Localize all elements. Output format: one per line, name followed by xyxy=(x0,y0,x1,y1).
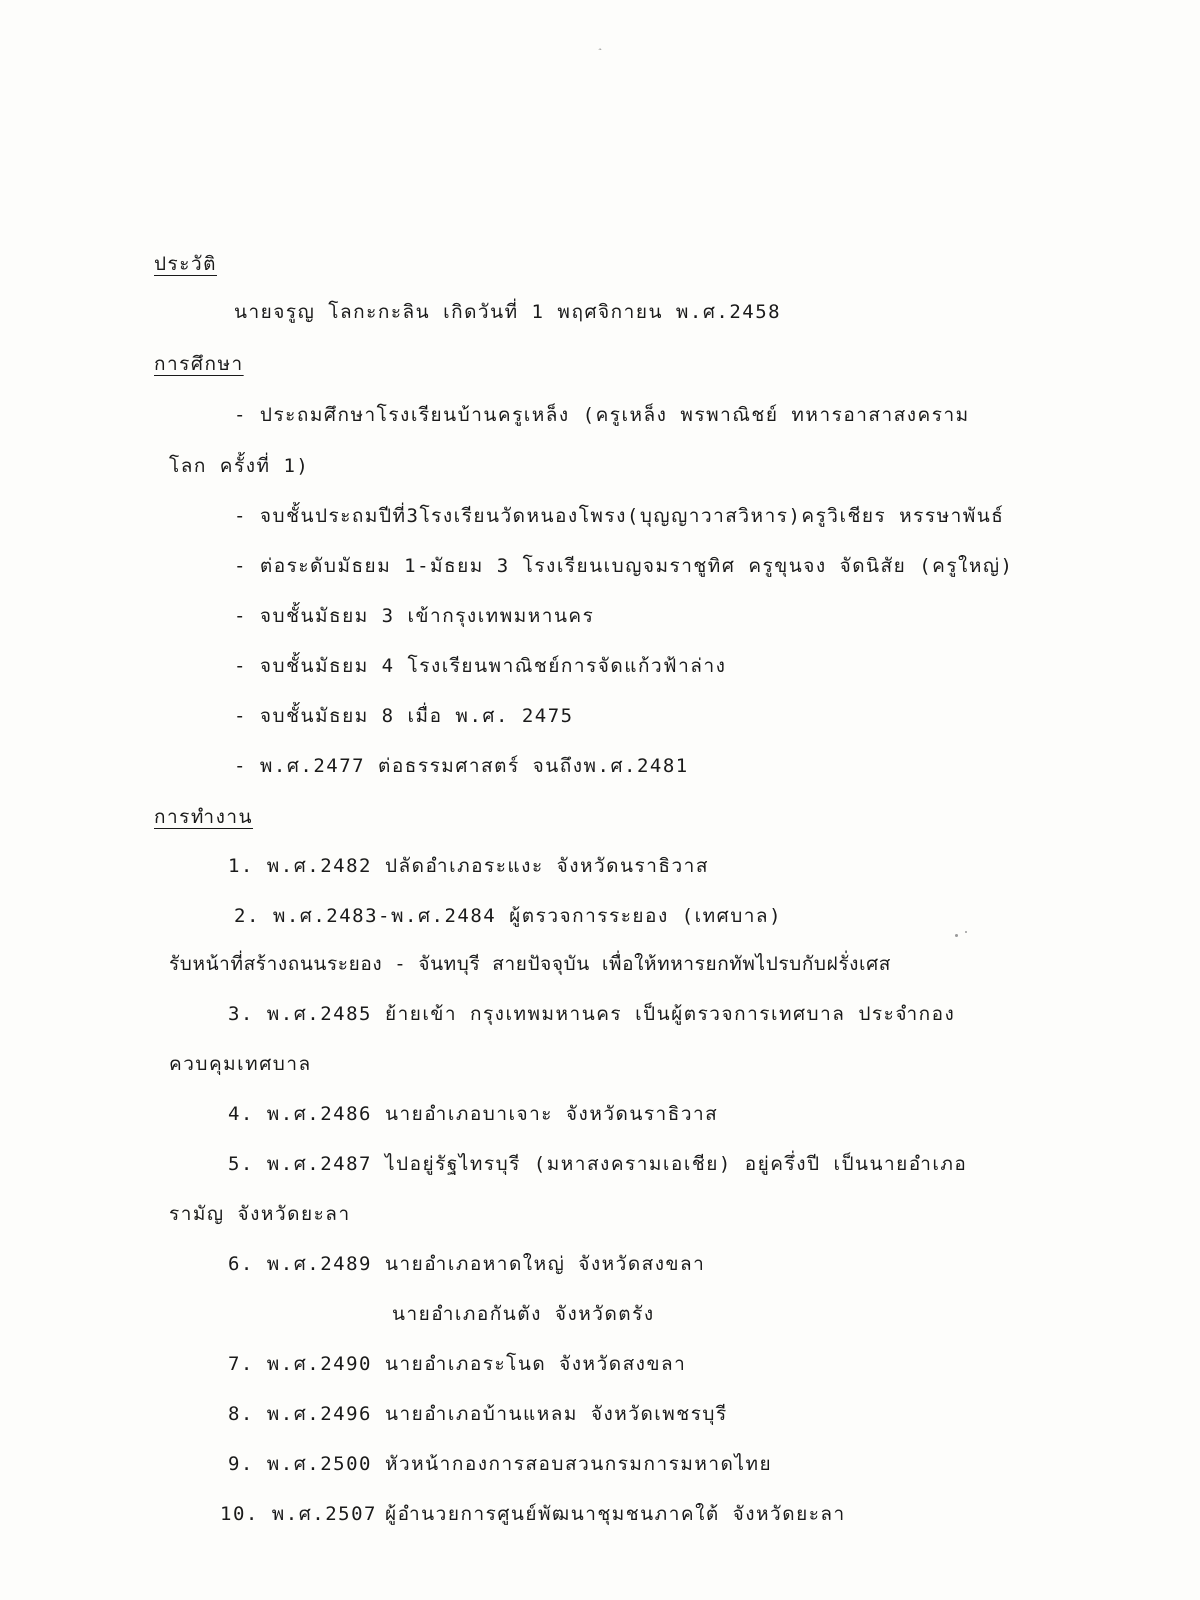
work-item-text: ไปอยู่รัฐไทรบุรี (มหาสงครามเอเชีย) อยู่ครึ่งปี เป็นนายอำเภอ xyxy=(384,1153,968,1175)
work-item xyxy=(220,1355,686,1374)
work-item xyxy=(220,857,709,876)
education-item: โลก ครั้งที่ 1) xyxy=(169,455,310,477)
work-item xyxy=(220,1155,967,1174)
work-item-text: นายอำเภอบ้านแหลม จังหวัดเพชรบุรี xyxy=(384,1403,728,1425)
work-item-number: 6. พ.ศ.2489 xyxy=(227,1253,372,1275)
education-item: - ต่อระดับมัธยม 1-มัธยม 3 โรงเรียนเบญจมราชูทิศ ครูขุนจง จัดนิสัย (ครูใหญ่) xyxy=(234,555,1014,577)
work-item-text: หัวหน้ากองการสอบสวนกรมการมหาดไทย xyxy=(384,1453,773,1475)
work-item-text: ปลัดอำเภอระแงะ จังหวัดนราธิวาส xyxy=(384,855,709,877)
history-text: นายจรูญ โลกะกะลิน เกิดวันที่ 1 พฤศจิกายน พ.ศ.2458 xyxy=(234,301,782,323)
work-item xyxy=(220,1255,705,1274)
history-heading: ประวัติ xyxy=(154,253,217,275)
work-item-text: นายอำเภอบาเจาะ จังหวัดนราธิวาส xyxy=(384,1103,719,1125)
education-item: - จบชั้นมัธยม 4 โรงเรียนพาณิชย์การจัดแก้วฟ้าล่าง xyxy=(234,655,727,677)
work-item xyxy=(220,1455,772,1474)
work-item xyxy=(220,1105,718,1124)
work-item-number: 3. พ.ศ.2485 xyxy=(227,1003,372,1025)
work-item-number: 7. พ.ศ.2490 xyxy=(227,1353,372,1375)
education-heading: การศึกษา xyxy=(154,353,244,375)
work-item xyxy=(220,1005,955,1024)
education-item: - จบชั้นมัธยม 3 เข้ากรุงเทพมหานคร xyxy=(234,605,595,627)
work-item-number: 10. พ.ศ.2507 xyxy=(220,1503,377,1525)
work-item-text: นายอำเภอระโนด จังหวัดสงขลา xyxy=(384,1353,687,1375)
page-number: -28- xyxy=(598,50,602,51)
scan-speck xyxy=(955,934,958,937)
work-item-number: 5. พ.ศ.2487 xyxy=(227,1153,372,1175)
work-item-subline: นายอำเภอกันตัง จังหวัดตรัง xyxy=(392,1303,655,1325)
work-item-number: 9. พ.ศ.2500 xyxy=(227,1453,372,1475)
work-heading: การทำงาน xyxy=(154,806,254,828)
work-item-text: ย้ายเข้า กรุงเทพมหานคร เป็นผู้ตรวจการเทศบาล ประจำกอง xyxy=(384,1003,956,1025)
work-item-continuation: รับหน้าที่สร้างถนนระยอง - จันทบุรี สายปัจจุบัน เพื่อให้ทหารยกทัพไปรบกับฝรั่งเศส xyxy=(169,953,891,975)
work-item-number: 2. พ.ศ.2483-พ.ศ.2484 xyxy=(234,905,497,927)
work-item-text: ผู้อำนวยการศูนย์พัฒนาชุมชนภาคใต้ จังหวัดยะลา xyxy=(384,1503,846,1525)
work-item-number: 1. พ.ศ.2482 xyxy=(227,855,372,877)
work-item xyxy=(220,907,782,926)
work-item-continuation: ควบคุมเทศบาล xyxy=(169,1053,312,1075)
work-item-text: นายอำเภอหาดใหญ่ จังหวัดสงขลา xyxy=(384,1253,706,1275)
work-item xyxy=(220,1405,728,1424)
education-item: - ประถมศึกษาโรงเรียนบ้านครูเหล็ง (ครูเหล็ง พรพาณิชย์ ทหารอาสาสงคราม xyxy=(234,404,970,426)
scan-speck xyxy=(965,931,967,933)
work-item-text: ผู้ตรวจการระยอง (เทศบาล) xyxy=(509,905,783,927)
education-item: - พ.ศ.2477 ต่อธรรมศาสตร์ จนถึงพ.ศ.2481 xyxy=(234,755,689,777)
education-item: - จบชั้นประถมปีที่3โรงเรียนวัดหนองโพรง(บุญญาวาสวิหาร)ครูวิเชียร หรรษาพันธ์ xyxy=(234,505,1005,527)
work-item-number: 8. พ.ศ.2496 xyxy=(227,1403,372,1425)
work-item xyxy=(220,1505,846,1524)
work-item-number: 4. พ.ศ.2486 xyxy=(227,1103,372,1125)
education-item: - จบชั้นมัธยม 8 เมื่อ พ.ศ. 2475 xyxy=(234,705,574,727)
work-item-continuation: รามัญ จังหวัดยะลา xyxy=(169,1203,351,1225)
